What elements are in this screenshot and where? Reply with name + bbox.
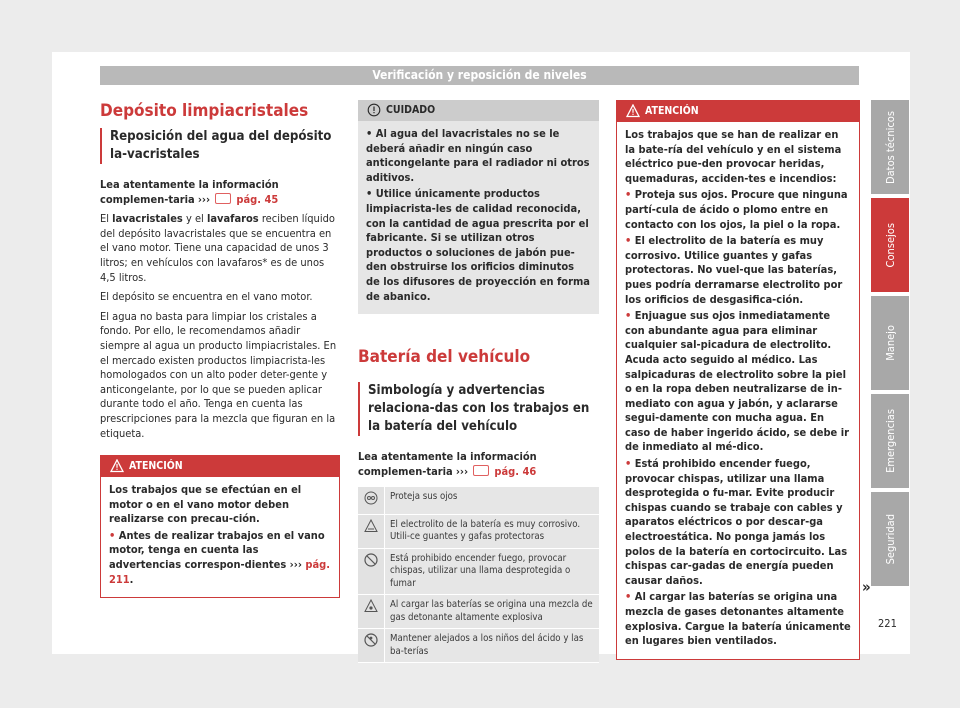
care-box [358,100,599,314]
continue-mark: » [862,578,871,596]
table-row [358,629,599,663]
symbol-text: El electrolito de la batería es muy corrosivo. Utili-ce guantes y gafas protectoras [385,514,600,548]
bullet-text: Utilice únicamente productos limpiacrista-les de calidad reconocida, con la cantidad de agua prescrita por el fabricante. Si se utilizan otros productos o soluciones de jabón pue-den obstruirse los orificios diminutos de los difusores de proyección en forma de abanico. [366,187,590,303]
keep-children-away-icon [358,629,385,663]
bullet-icon: • [109,528,116,542]
care-header [358,100,599,121]
text: . [129,572,134,586]
no-fire-icon [358,548,385,595]
care-bullet [366,187,591,304]
section-title: Batería del vehículo [358,347,531,368]
subsection-heading-wrap [100,128,340,164]
warning-bullet [109,529,331,587]
paragraph: El depósito se encuentra en el vano motor. [100,290,313,304]
bullet-text: Al cargar las baterías se origina una mezcla de gases detonantes altamente explosiva. Cargue la batería únicamente en lugares bien ventilados. [625,590,851,648]
paragraph: El agua no basta para limpiar los cristales a fondo. Por ello, le recomendamos añadir siempre al agua un producto limpiacristales. En el mercado existen productos limpiacrista-les homologados con un alto poder deter-gente y anticongelante, por lo que se pueden aplicar durante todo el año. Tenga en cuenta las prescripciones para la mezcla que figuran en la etiqueta. [100,309,337,440]
symbol-text: Está prohibido encender fuego, provocar chispas, utilizar una llama desprotegida o fumar [385,548,600,595]
text: reciben líquido del depósito lavacristales que se encuentra en el vano motor. Tiene una capacidad de unos 3 litros; en vehículos con lavafaros* es de unos 4,5 litros. [100,212,335,284]
bullet-text: Antes de realizar trabajos en el vano motor, tenga en cuenta las advertencias correspon-dientes [109,528,325,572]
side-tabs [871,100,909,590]
warning-header [617,101,859,122]
table-row [358,487,599,514]
section-header: Verificación y reposición de niveles [100,66,859,85]
text: El [100,212,110,226]
corrosive-icon [358,514,385,548]
warning-text: Los trabajos que se han de realizar en la bate-ría del vehículo y en el sistema eléctrico pue-den provocar heridas, quemaduras, acciden-tes e incendios: [625,128,842,185]
tab-datos-tecnicos[interactable] [871,100,909,194]
warning-title: ATENCIÓN [129,460,183,473]
tab-seguridad[interactable] [871,492,909,586]
symbol-text: Al cargar las baterías se origina una mezcla de gas detonante altamente explosiva [385,595,600,629]
bullet-icon: • [625,457,632,471]
bullet-icon: • [366,187,373,201]
tab-consejos[interactable] [871,198,909,292]
info-circle-icon [367,103,381,117]
book-icon [473,465,489,476]
warning-triangle-icon [626,104,640,118]
warning-body [617,122,859,659]
column-3 [616,100,860,660]
warning-box [616,100,860,660]
section-title: Depósito limpiacristales [100,101,309,121]
subsection-title: Simbología y advertencias relaciona-das con los trabajos en la batería del vehículo [368,383,590,435]
book-icon [215,193,231,204]
page-ref-link[interactable]: pág. 211 [109,558,330,586]
care-title: CUIDADO [386,104,436,116]
warning-body [101,477,339,597]
page-ref-link[interactable]: pág. 45 [236,192,279,206]
bullet-text: Enjuague sus ojos inmediatamente con abundante agua para eliminar cualquier sal-picadura de electrolito. Acuda acto seguido al médico. Las salpicaduras de electrolito sobre la piel o en la ropa deben neutralizarse de in-mediato con agua y jabón, y aclararse segui-damente con mucha agua. En caso de haber ingerido ácido, se debe ir de inmediato al mé-dico. [625,309,849,454]
table-row [358,548,599,595]
page-number: 221 [878,617,897,630]
term: lavacristales [112,212,183,226]
term: lavafaros [206,212,259,226]
symbol-text: Proteja sus ojos [385,487,600,514]
warning-text: Los trabajos que se efectúan en el motor o en el vano motor deben realizarse con precau-ción. [109,483,302,526]
bullet-text: El electrolito de la batería es muy corrosivo. Utilice guantes y gafas protectoras. No vuel-que las baterías, pues podría derramarse electrolito por los orificios de desgasifica-ción. [625,234,843,306]
column-1 [100,100,340,598]
symbol-text: Mantener alejados a los niños del ácido y las ba-terías [385,629,600,663]
bullet-text: Al agua del lavacristales no se le deberá añadir en ningún caso anticongelante para el radiador ni otros aditivos. [366,127,590,184]
intro-paragraph [100,178,340,207]
goggles-icon [358,487,385,514]
symbol-table [358,487,599,663]
bullet-text: Está prohibido encender fuego, provocar chispas, utilizar una llama desprotegida o fu-mar. Evite producir chispas cuando se trabaje con cables y aparatos eléctricos o por descar-ga electroestática. No ponga jamás los polos de la batería en cortocircuito. Las chispas car-gadas de energía pueden causar daños. [625,457,848,587]
warning-bullet [625,590,851,648]
warning-title: ATENCIÓN [645,105,699,117]
ref-arrows: ››› [455,464,469,478]
tab-emergencias[interactable] [871,394,909,488]
warning-box [100,455,340,598]
warning-bullet [625,188,851,232]
subsection-title: Reposición del agua del depósito la-vacristales [110,129,332,162]
tab-manejo[interactable] [871,296,909,390]
paragraph [100,212,340,285]
table-row [358,595,599,629]
warning-bullet [625,457,851,588]
warning-bullet [625,309,851,455]
explosive-icon [358,595,385,629]
bullet-icon: • [625,188,632,202]
warning-triangle-icon [110,459,124,473]
ref-arrows: ››› [197,192,211,206]
intro-text: Lea atentamente la información complemen-taria [358,450,537,478]
bullet-icon: • [625,309,632,323]
care-body [358,121,599,314]
tab-label: Emergencias [883,409,897,473]
tab-label: Manejo [883,325,897,361]
page-ref-link[interactable]: pág. 46 [494,464,537,478]
ref-arrows: ››› [289,558,302,572]
warning-header [101,456,339,477]
intro-paragraph [358,450,599,479]
bullet-icon: • [625,590,632,604]
bullet-icon: • [625,234,632,248]
tab-label: Consejos [883,222,897,268]
tab-label: Seguridad [883,513,897,565]
text: y el [185,212,204,226]
care-bullet [366,127,591,185]
intro-text: Lea atentamente la información complemen-taria [100,178,279,206]
column-2 [358,100,599,663]
bullet-text: Proteja sus ojos. Procure que ninguna partí-cula de ácido o plomo entre en contacto con los ojos, la piel o la ropa. [625,188,848,231]
bullet-icon: • [366,127,373,140]
warning-bullet [625,234,851,307]
tab-label: Datos técnicos [883,110,897,184]
table-row [358,514,599,548]
subsection-heading-wrap [358,382,599,436]
